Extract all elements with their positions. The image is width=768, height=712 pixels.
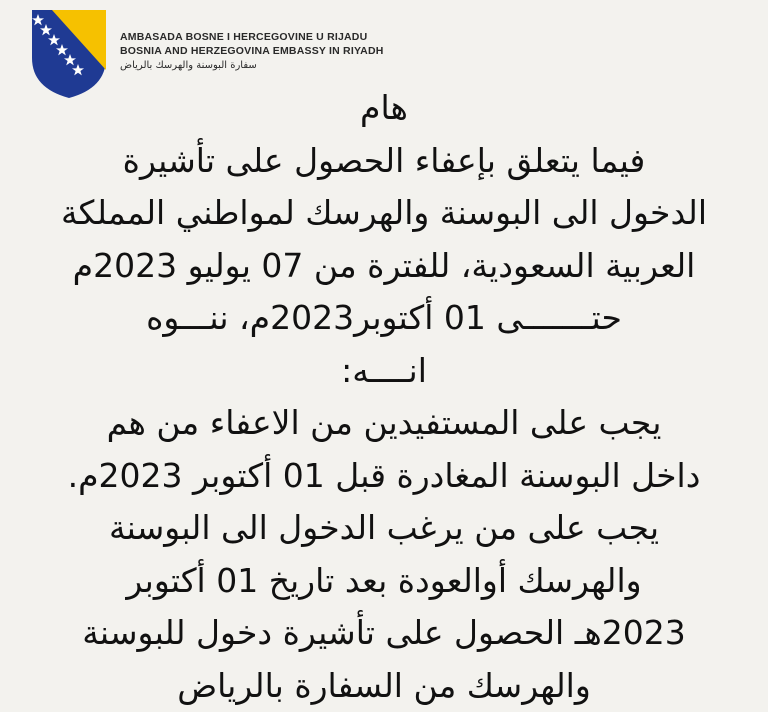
embassy-name-english: BOSNIA AND HERZEGOVINA EMBASSY IN RIYADH (120, 44, 384, 58)
notice-line: العربية السعودية، للفترة من 07 يوليو 2023م (20, 240, 748, 293)
notice-line: يجب على المستفيدين من الاعفاء من هم (20, 397, 748, 450)
notice-line: والهرسك أوالعودة بعد تاريخ 01 أكتوبر (20, 555, 748, 608)
embassy-name-arabic: سفارة البوسنة والهرسك بالرياض (120, 58, 384, 74)
embassy-name-bosnian: AMBASADA BOSNE I HERCEGOVINE U RIJADU (120, 30, 384, 44)
embassy-name-block (120, 30, 384, 74)
notice-body (20, 82, 748, 712)
notice-line: انــــه: (20, 345, 748, 398)
notice-line: والهرسك من السفارة بالرياض (20, 660, 748, 712)
notice-title: هام (20, 82, 748, 135)
notice-line: داخل البوسنة المغادرة قبل 01 أكتوبر 2023م. (20, 450, 748, 503)
notice-line: فيما يتعلق بإعفاء الحصول على تأشيرة (20, 135, 748, 188)
notice-line: الدخول الى البوسنة والهرسك لمواطني المملكة (20, 187, 748, 240)
notice-line: حتـــــــى 01 أكتوبر2023م، ننـــوه (20, 292, 748, 345)
notice-line: 2023هـ الحصول على تأشيرة دخول للبوسنة (20, 607, 748, 660)
notice-line: يجب على من يرغب الدخول الى البوسنة (20, 502, 748, 555)
